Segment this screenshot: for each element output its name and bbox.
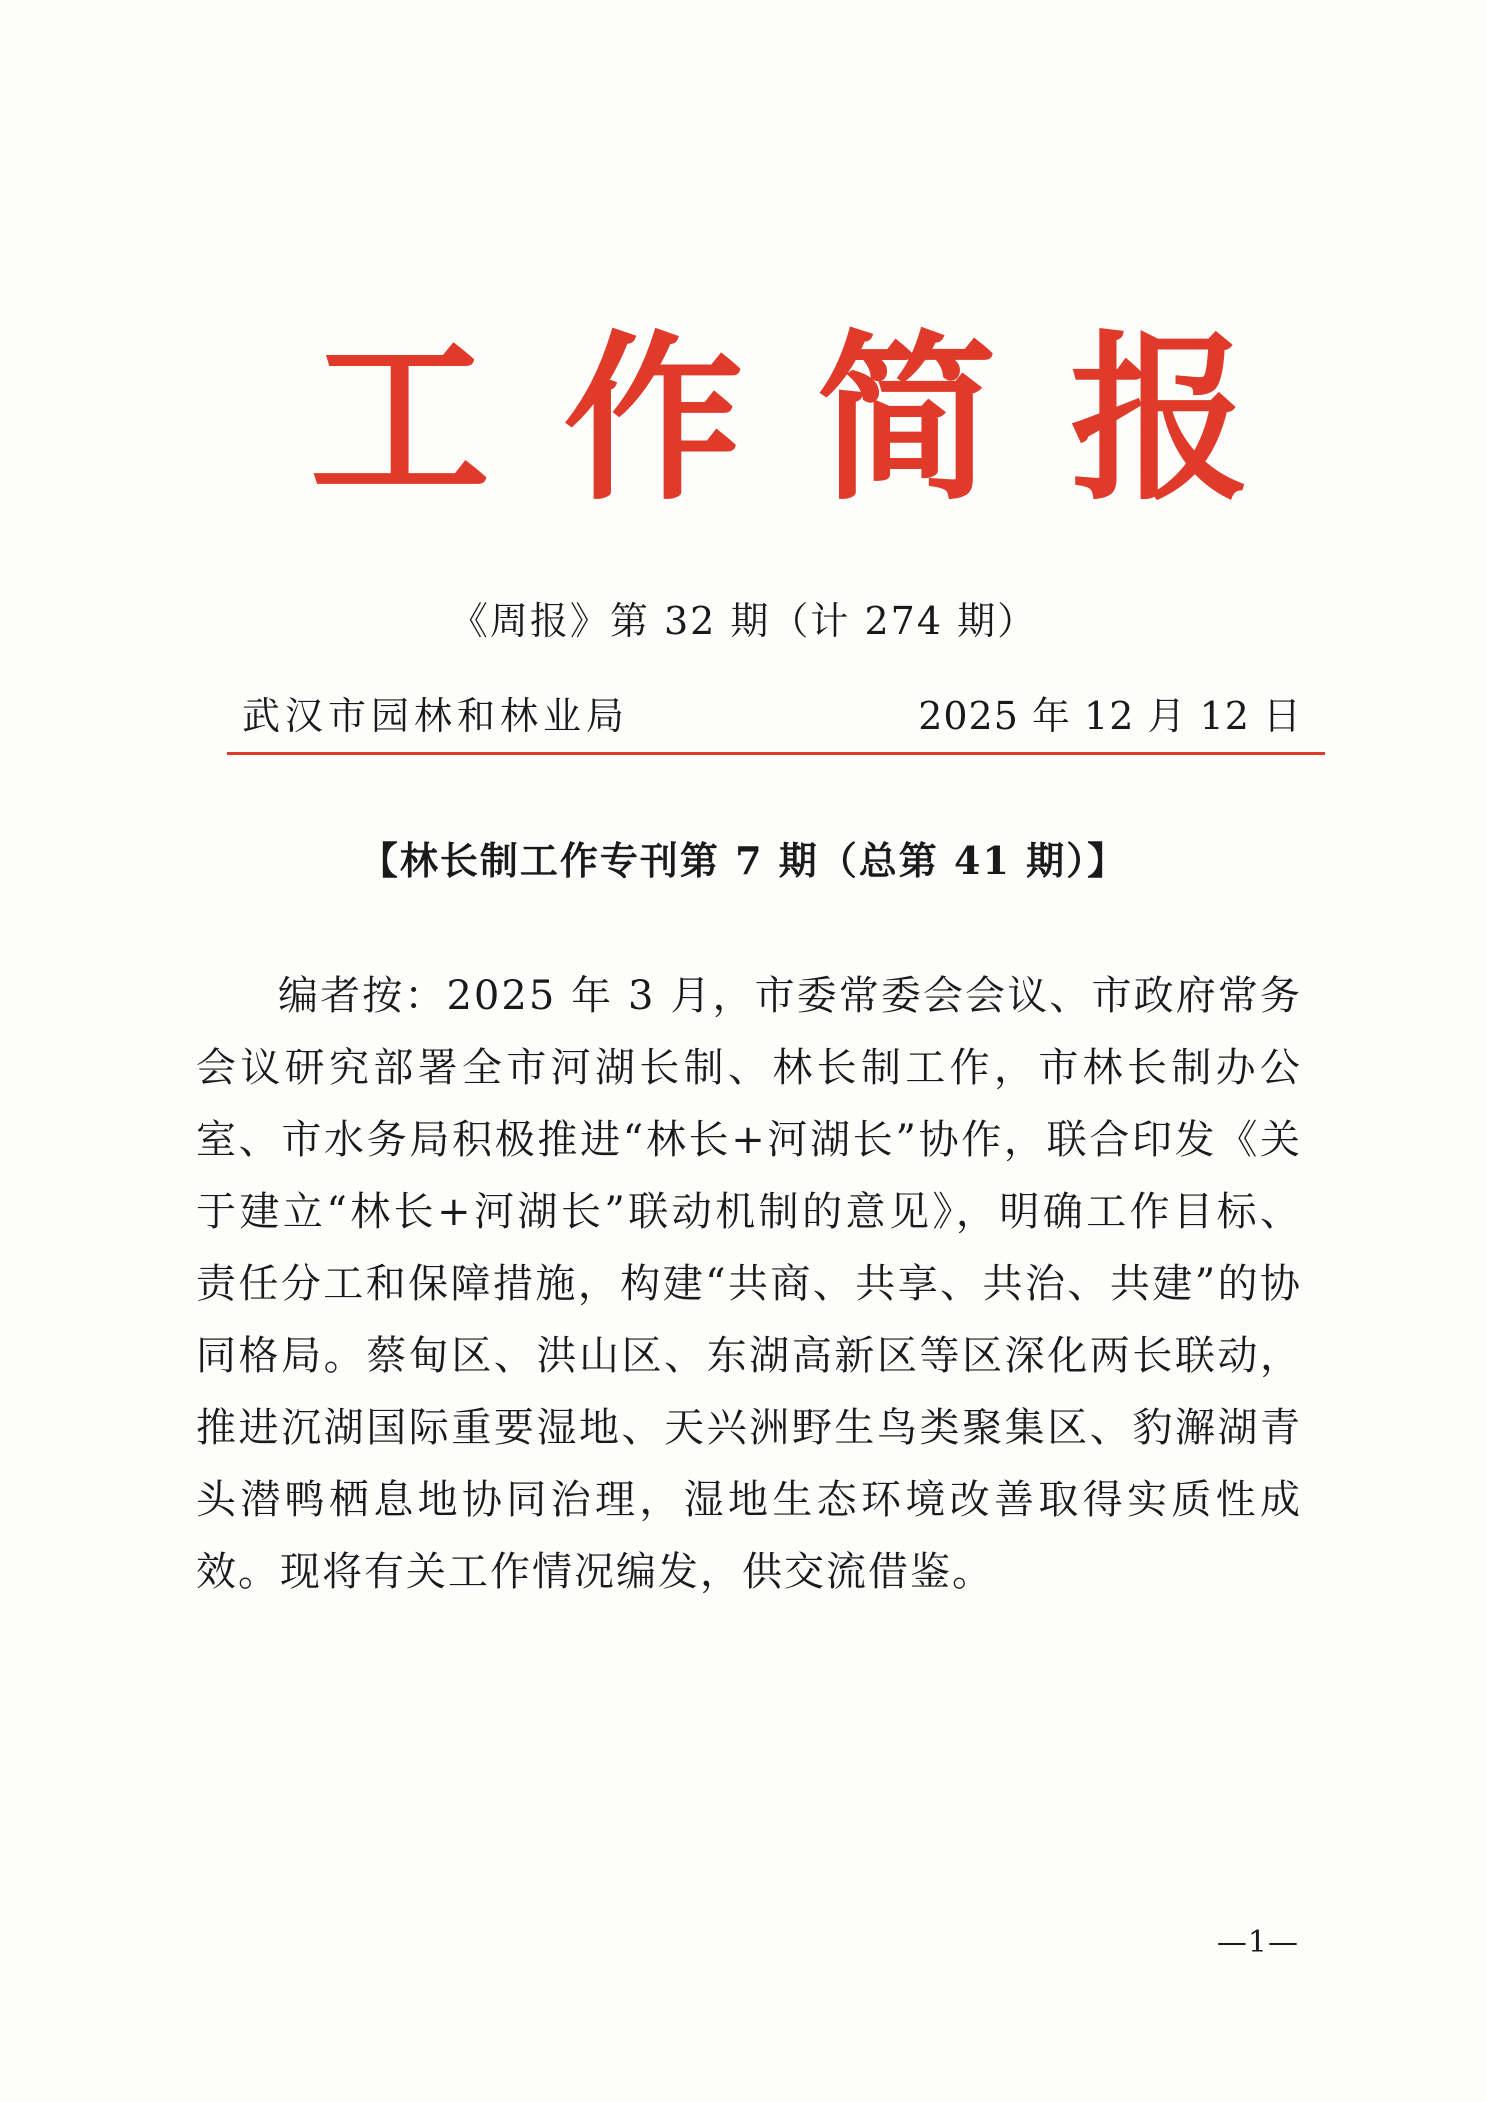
masthead-char: 工	[309, 314, 490, 525]
editor-note-paragraph: 编者按：2025 年 3 月，市委常委会会议、市政府常务会议研究部署全市河湖长制、林长制工作，市林长制办公室、市水务局积极推进“林长+河湖长”协作，联合印发《关于建立“林长+河湖长”联动机制的意见》，明确工作目标、责任分工和保障措施，构建“共商、共享、共治、共建”的协同格局。蔡甸区、洪山区、东湖高新区等区深化两长联动，推进沉湖国际重要湿地、天兴洲野生鸟类聚集区、豹澥湖青头潜鸭栖息地协同治理，湿地生态环境改善取得实质性成效。现将有关工作情况编发，供交流借鉴。	[196, 973, 1302, 1595]
special-issue-title: 【林长制工作专刊第 7 期（总第 41 期）】	[359, 838, 1128, 883]
issue-number: 《周报》第 32 期（计 274 期）	[449, 599, 1038, 643]
masthead-char: 简	[816, 314, 997, 525]
red-divider-line	[227, 752, 1325, 755]
masthead-char: 报	[1069, 314, 1250, 525]
organization-name: 武汉市园林和林业局	[242, 694, 630, 738]
publisher-row	[242, 685, 1302, 738]
masthead-char: 作	[563, 314, 744, 525]
publish-date: 2025 年 12 月 12 日	[918, 694, 1302, 738]
page-number: —1—	[1216, 1925, 1299, 1960]
masthead-title	[300, 310, 1260, 530]
